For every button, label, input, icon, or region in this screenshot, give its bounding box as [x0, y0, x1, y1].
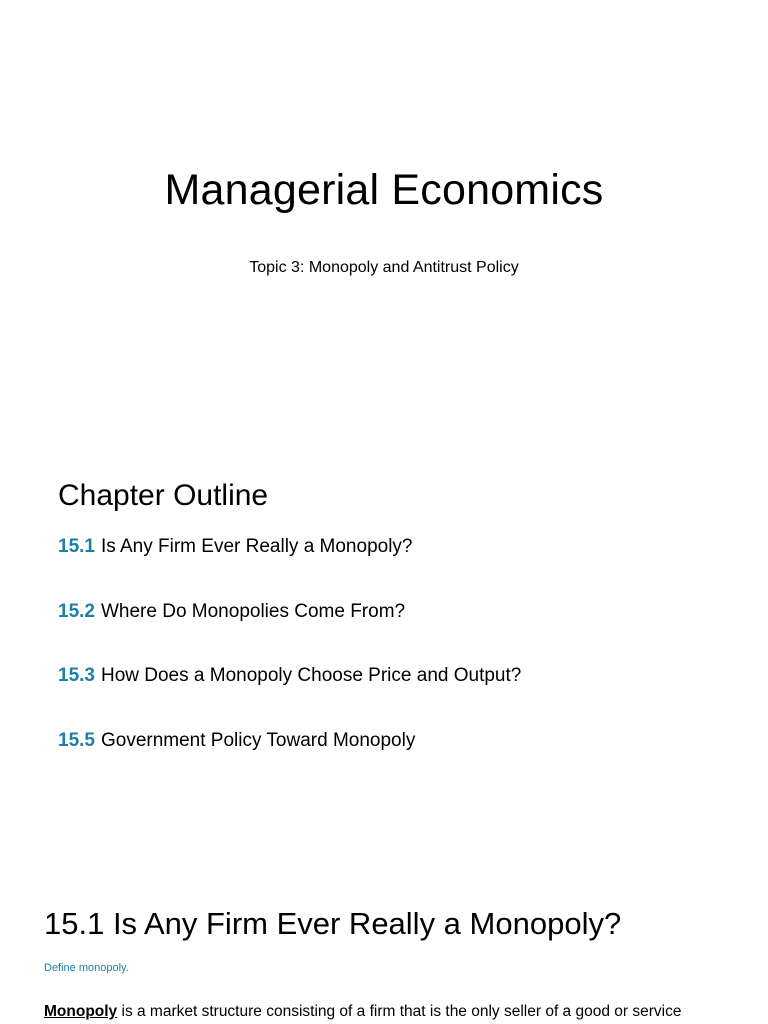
outline-item-number: 15.5 — [58, 729, 95, 751]
definition-term: Monopoly — [44, 1003, 118, 1020]
outline-item-text: Government Policy Toward Monopoly — [100, 729, 416, 751]
outline-list — [58, 535, 521, 793]
outline-item-number: 15.1 — [58, 536, 95, 557]
outline-item — [58, 600, 521, 624]
outline-item — [58, 729, 521, 753]
outline-item-number: 15.3 — [58, 665, 95, 686]
outline-item-text: How Does a Monopoly Choose Price and Output? — [100, 665, 522, 686]
definition-text: is a market structure consisting of a firm that is the only seller of a good or service — [117, 1003, 682, 1020]
outline-item-number: 15.2 — [58, 600, 95, 622]
slide-subtitle: Topic 3: Monopoly and Antitrust Policy — [249, 259, 519, 276]
definition-paragraph — [44, 1001, 734, 1023]
outline-item — [58, 535, 521, 559]
section-heading: 15.1 Is Any Firm Ever Really a Monopoly? — [44, 906, 622, 941]
outline-item-text: Is Any Firm Ever Really a Monopoly? — [100, 536, 413, 557]
outline-item — [58, 664, 521, 688]
outline-heading: Chapter Outline — [58, 479, 269, 512]
section-note: Define monopoly. — [44, 962, 129, 974]
slide-title: Managerial Economics — [164, 166, 604, 214]
outline-item-text: Where Do Monopolies Come From? — [100, 600, 406, 622]
